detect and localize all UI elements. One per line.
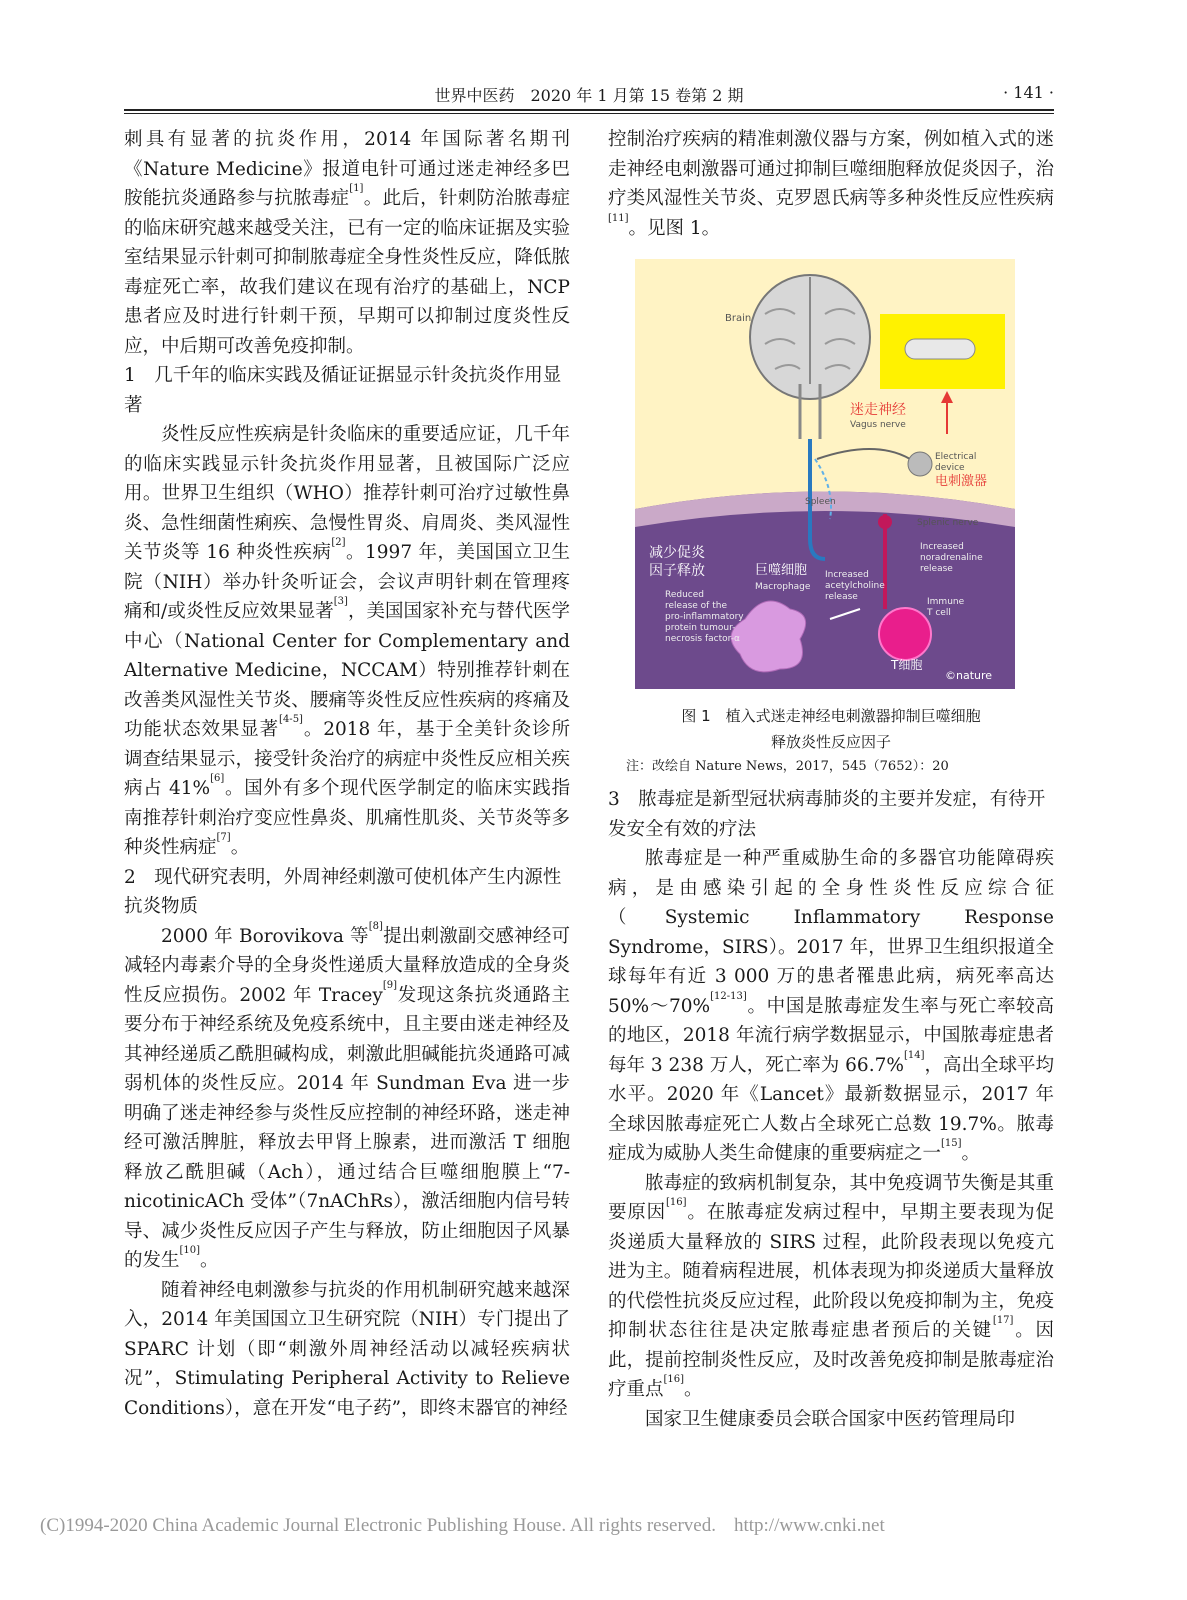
svg-text:release: release [825,592,858,602]
stimulator-device-icon [905,339,975,359]
citation[interactable]: [6] [210,773,225,784]
svg-text:Electrical: Electrical [935,452,977,462]
journal-title: 世界中医药 2020 年 1 月第 15 卷第 2 期 [434,86,744,105]
citation[interactable]: [3] [333,596,348,607]
section-heading-3: 3 脓毒症是新型冠状病毒肺炎的主要并发症，有待开发安全有效的疗法 [608,789,1046,840]
svg-text:Splenic nerve: Splenic nerve [917,518,979,528]
section-heading-1: 1 几千年的临床实践及循证证据显示针灸抗炎作用显著 [124,365,562,416]
paragraph: 控制治疗疾病的精准刺激仪器与方案，例如植入式的迷走神经电刺激器可通过抑制巨噬细胞释放促炎因子，治疗类风湿性关节炎、克罗恩氏病等多种炎性反应性疾病[11]。见图 1。 [608,129,1054,239]
citation[interactable]: [8] [368,920,383,932]
right-column [608,125,1054,1434]
citation[interactable]: [9] [382,979,397,991]
svg-text:因子释放: 因子释放 [649,563,705,579]
citation[interactable]: [1] [349,183,364,194]
svg-text:Increased: Increased [920,542,964,552]
citation[interactable]: [10] [179,1245,201,1256]
svg-text:pro-inflammatory: pro-inflammatory [665,612,744,622]
svg-text:Immune: Immune [927,597,965,607]
svg-text:protein tumour-: protein tumour- [665,623,736,633]
svg-text:T细胞: T细胞 [891,658,923,672]
header-rule-thin [124,113,1054,114]
svg-text:Vagus nerve: Vagus nerve [850,420,906,430]
running-header [124,80,1054,110]
svg-text:迷走神经: 迷走神经 [850,402,906,418]
svg-text:Reduced: Reduced [665,590,705,600]
paragraph: 脓毒症是一种严重威胁生命的多器官功能障碍疾病，是由感染引起的全身性炎性反应综合征（Systemic Inflammatory Response Syndrome，SIRS）。2017 年，世界卫生组织报道全球每年有近 3 000 万的患者罹患此病，病死率高达 50%～70%[12-13]。中国是脓毒症发生率与死亡率较高的地区，2018 年流行病学数据显示，中国脓毒症患者每年 3 238 万人，死亡率为 66.7%[14]，高出全球平均水平。2020 年《Lancet》最新数据显示，2017 年全球因脓毒症死亡人数占全球死亡总数 19.7%。脓毒症成为威胁人类生命健康的重要病症之一[15]。 [608,848,1054,1164]
copyright-footer: (C)1994-2020 China Academic Journal Electronic Publishing House. All rights reserved. http://www.cnki.net [40,1515,885,1536]
svg-text:necrosis factor-α: necrosis factor-α [665,634,740,644]
cnki-link[interactable]: http://www.cnki.net [733,1515,885,1536]
svg-text:电刺激器: 电刺激器 [935,474,988,489]
left-column [124,125,570,1423]
svg-text:release: release [920,564,953,574]
t-cell-icon [879,608,931,660]
svg-text:巨噬细胞: 巨噬细胞 [755,563,808,578]
citation[interactable]: [16] [663,1374,685,1385]
citation[interactable]: [4-5] [279,714,303,725]
section-heading-2: 2 现代研究表明，外周神经刺激可使机体产生内源性抗炎物质 [124,866,562,917]
paragraph: 国家卫生健康委员会联合国家中医药管理局印 [645,1408,1016,1430]
citation[interactable]: [12-13] [710,990,747,1002]
citation[interactable]: [16] [666,1197,687,1208]
page-number: · 141 · [1003,83,1054,102]
figure-illustration [635,259,1015,689]
header-rule [124,109,1054,111]
paragraph: 炎性反应性疾病是针灸临床的重要适应证，几千年的临床实践显示针灸抗炎作用显著，且被国际广泛应用。世界卫生组织（WHO）推荐针刺可治疗过敏性鼻炎、急性细菌性痢疾、急慢性胃炎、肩周炎、类风湿性关节炎等 16 种炎性疾病[2]。1997 年，美国国立卫生院（NIH）举办针灸听证会，会议声明针刺在管理疼痛和/或炎性反应效果显著[3]，美国国家补充与替代医学中心（National Center for Complementary and Alternative Medicine，NCCAM）特别推荐针刺在改善类风湿性关节炎、腰痛等炎性反应性疾病的疼痛及功能状态效果显著[4-5]。2018 年，基于全美针灸诊所调查结果显示，接受针灸治疗的病症中炎性反应相关疾病占 41%[6]。国外有多个现代医学制定的临床实践指南推荐针刺治疗变应性鼻炎、肌痛性肌炎、关节炎等多种炎性病症[7]。 [124,424,570,858]
svg-text:Macrophage: Macrophage [755,582,811,592]
svg-text:device: device [935,463,965,473]
svg-text:T cell: T cell [927,608,951,618]
citation[interactable]: [17] [992,1315,1014,1326]
svg-text:acetylcholine: acetylcholine [825,581,885,591]
electrical-device-icon [908,452,932,476]
figure-note: 注：改绘自 Nature News，2017，545（7652）：20 [626,759,949,774]
paragraph: 脓毒症的致病机制复杂，其中免疫调节失衡是其重要原因[16]。在脓毒症发病过程中，早期主要表现为促炎递质大量释放的 SIRS 过程，此阶段表现以免疫亢进为主。随着病程进展，机体表现为抑炎递质大量释放的代偿性抗炎反应过程，此阶段以免疫抑制为主，免疫抑制状态往往是决定脓毒症患者预后的关键[17]。因此，提前控制炎性反应，及时改善免疫抑制是脓毒症治疗重点[16]。 [608,1172,1054,1400]
citation[interactable]: [11] [608,212,629,224]
svg-text:release of the: release of the [665,601,727,611]
svg-text:©nature: ©nature [945,669,993,682]
svg-text:Brain: Brain [725,313,752,324]
citation[interactable]: [2] [331,537,346,548]
figure-caption: 图 1 植入式迷走神经电刺激器抑制巨噬细胞 释放炎性反应因子 [681,707,981,751]
citation[interactable]: [7] [216,832,231,843]
svg-text:noradrenaline: noradrenaline [920,553,983,563]
svg-text:Increased: Increased [825,570,869,580]
paragraph: 随着神经电刺激参与抗炎的作用机制研究越来越深入，2014 年美国国立卫生研究院（NIH）专门提出了 SPARC 计划（即“刺激外周神经活动以减轻疾病状况”，Stimulating Peripheral Activity to Relieve Conditions），意在开发“电子药”，即终末器官的神经 [124,1279,570,1419]
paragraph: 2000 年 Borovikova 等[8]提出刺激副交感神经可减轻内毒素介导的全身炎性递质大量释放造成的全身炎性反应损伤。2002 年 Tracey[9]发现这条抗炎通路主要分布于神经系统及免疫系统中，且主要由迷走神经及其神经递质乙酰胆碱构成，刺激此胆碱能抗炎通路可减弱机体的炎性反应。2014 年 Sundman Eva 进一步明确了迷走神经参与炎性反应控制的神经环路，迷走神经可激活脾脏，释放去甲肾上腺素，进而激活 T 细胞释放乙酰胆碱（Ach），通过结合巨噬细胞膜上“7-nicotinicACh 受体”（7nAChRs），激活细胞内信号转导、减少炎性反应因子产生与释放，防止细胞因子风暴的发生[10]。 [124,920,570,1271]
figure-1 [635,259,1015,689]
paragraph: 刺具有显著的抗炎作用，2014 年国际著名期刊《Nature Medicine》报道电针可通过迷走神经多巴胺能抗炎通路参与抗脓毒症[1]。此后，针刺防治脓毒症的临床研究越来越受关注，已有一定的临床证据及实验室结果显示针刺可抑制脓毒症全身性炎性反应，降低脓毒症死亡率，故我们建议在现有治疗的基础上，NCP 患者应及时进行针刺干预，早期可以抑制过度炎性反应，中后期可改善免疫抑制。 [124,129,570,357]
citation[interactable]: [15] [941,1138,962,1149]
svg-text:减少促炎: 减少促炎 [649,545,705,561]
svg-text:Spleen: Spleen [805,497,836,507]
citation[interactable]: [14] [903,1049,925,1061]
